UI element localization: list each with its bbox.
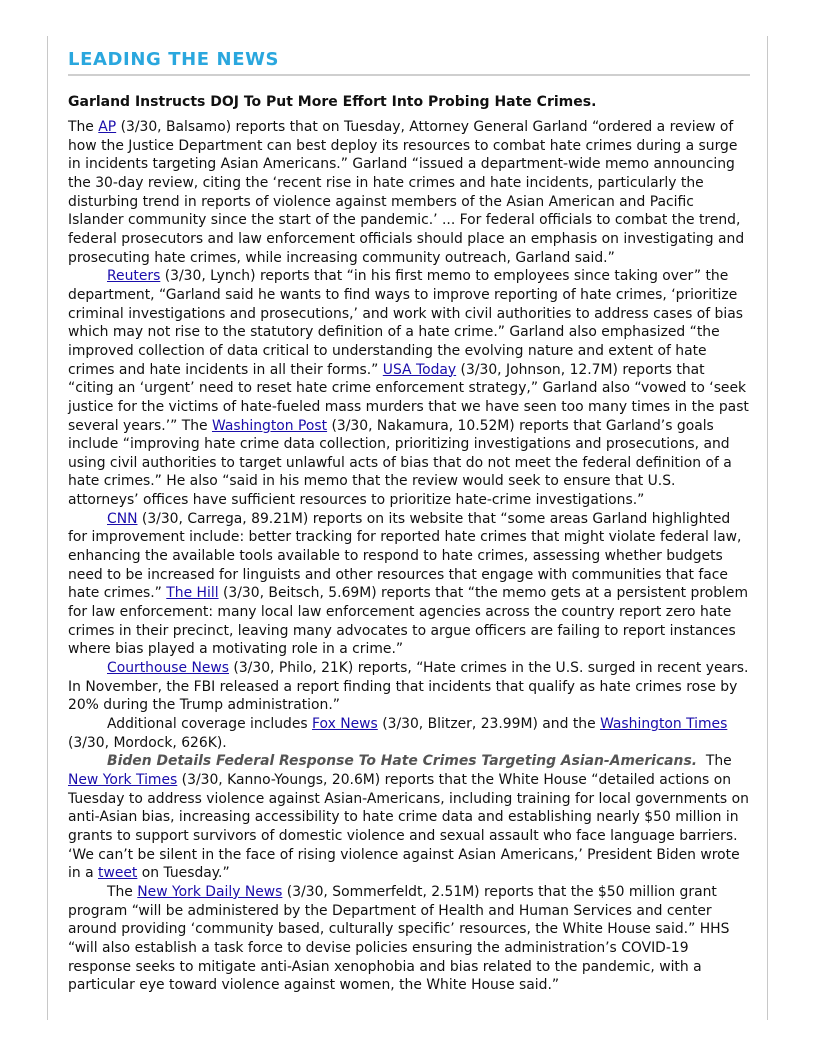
link-usa-today[interactable]: USA Today — [382, 361, 457, 378]
link-new-york-times[interactable]: New York Times — [68, 771, 178, 788]
link-ap[interactable]: AP — [98, 119, 117, 135]
text: on Tuesday.” — [137, 865, 230, 882]
paragraph-3 — [68, 510, 750, 659]
link-new-york-daily-news[interactable]: New York Daily News — [137, 883, 283, 900]
link-tweet[interactable]: tweet — [98, 865, 138, 882]
text: (3/30, Sommerfeldt, 2.51M) reports that the $50 million grant program “will be administered by the Department of Health and Human Services and center around providing ‘community based, culturally specific’ resources, the White House said.” HHS “will also establish a task force to devise policies ensuring the administration’s COVID-19 response seeks to mitigate anti-Asian xenophobia and bias related to the pandemic, with a particular eye toward violence against women, the White House said.” — [68, 883, 730, 994]
newsletter-content — [68, 48, 750, 995]
link-cnn[interactable]: CNN — [107, 510, 138, 527]
link-reuters[interactable]: Reuters — [107, 268, 161, 285]
text: The — [68, 119, 99, 135]
text: (3/30, Mordock, 626K). — [68, 734, 227, 751]
page-border-left — [47, 36, 48, 1020]
text: The — [107, 883, 138, 900]
article-body — [68, 118, 750, 995]
link-courthouse-news[interactable]: Courthouse News — [107, 660, 229, 677]
link-fox-news[interactable]: Fox News — [312, 716, 378, 732]
link-washington-post[interactable]: Washington Post — [211, 417, 328, 434]
text: (3/30, Kanno-Youngs, 20.6M) reports that the White House “detailed actions on Tuesday to address violence against Asian-Americans, including training for local governments on anti-Asian bias, increasing accessibility to hate crime data and establishing nearly $50 million in grants to support survivors of domestic violence and sexual assault who face language barriers. ‘We can’t be silent in the face of rising violence against Asian Americans,’ President Biden wrote in a — [68, 771, 749, 882]
page-border-right — [767, 36, 768, 1020]
link-washington-times[interactable]: Washington Times — [600, 716, 728, 732]
link-the-hill[interactable]: The Hill — [166, 585, 219, 602]
paragraph-7 — [68, 883, 750, 995]
paragraph-6 — [68, 752, 750, 883]
text: (3/30, Carrega, 89.21M) reports on its website that “some areas Garland highlighted for improvement include: better tracking for reported hate crimes that might violate federal law, enhancing the available tools available to respond to hate crimes, assessing whether budgets need to be increased for linguists and other resources that engage with communities that face hate crimes.” — [68, 510, 742, 602]
text: (3/30, Lynch) reports that “in his first memo to employees since taking over” the department, “Garland said he wants to find ways to improve reporting of hate crimes, ‘prioritize criminal investigations and prosecutions,’ and work with civil authorities to address cases of bias which may not rise to the statutory definition of a hate crime.” Garland also emphasized “the improved collection of data critical to understanding the evolving nature and extent of hate crimes and hate incidents in all their forms.” — [68, 268, 743, 378]
text: (3/30, Philo, 21K) reports, “Hate crimes in the U.S. surged in recent years. In November, the FBI released a report finding that incidents that qualify as hate crimes rose by 20% during the Trump administration.” — [68, 660, 749, 714]
text: (3/30, Beitsch, 5.69M) reports that “the memo gets at a persistent problem for law enforcement: many local law enforcement agencies across the country report zero hate crimes in their precinct, leaving many advocates to argue officers are failing to report instances where bias played a motivating role in a crime.” — [68, 585, 748, 658]
text: (3/30, Blitzer, 23.99M) and the — [377, 716, 601, 732]
section-title: LEADING THE NEWS — [68, 48, 750, 76]
text: (3/30, Balsamo) reports that on Tuesday, Attorney General Garland “ordered a review of how the Justice Department can best deploy its resources to combat hate crimes during a surge in incidents targeting Asian Americans.” Garland “issued a department-wide memo announcing the 30-day review, citing the ‘recent rise in hate crimes and hate incidents, particularly the disturbing trend in reports of violence against members of the Asian American and Pacific Islander community since the start of the pandemic.’ ... For federal officials to combat the trend, federal prosecutors and law enforcement officials should place an emphasis on investigating and prosecuting hate crimes, while increasing community outreach, Garland said.” — [68, 119, 745, 266]
paragraph-1 — [68, 118, 750, 267]
article-headline: Garland Instructs DOJ To Put More Effort Into Probing Hate Crimes. — [68, 94, 597, 110]
paragraph-2 — [68, 267, 750, 510]
paragraph-5 — [68, 715, 750, 752]
subheadline: Biden Details Federal Response To Hate Crimes Targeting Asian-Americans. — [107, 753, 697, 770]
text: Additional coverage includes — [107, 716, 313, 732]
text: The — [697, 753, 732, 770]
text: (3/30, Nakamura, 10.52M) reports that Garland’s goals include “improving hate crime data collection, prioritizing investigations and prosecutions, and using civil authorities to target unlawful acts of bias that do not meet the federal definition of a hate crimes.” He also “said in his memo that the review would seek to ensure that U.S. attorneys’ offices have sufficient resources to prioritize hate-crime investigations.” — [68, 417, 732, 509]
text: (3/30, Johnson, 12.7M) reports that “citing an ‘urgent’ need to reset hate crime enforcement strategy,” Garland also “vowed to ‘seek justice for the victims of hate-fueled mass murders that we have seen too many times in the past several years.’” The — [68, 361, 749, 434]
paragraph-4 — [68, 659, 750, 715]
